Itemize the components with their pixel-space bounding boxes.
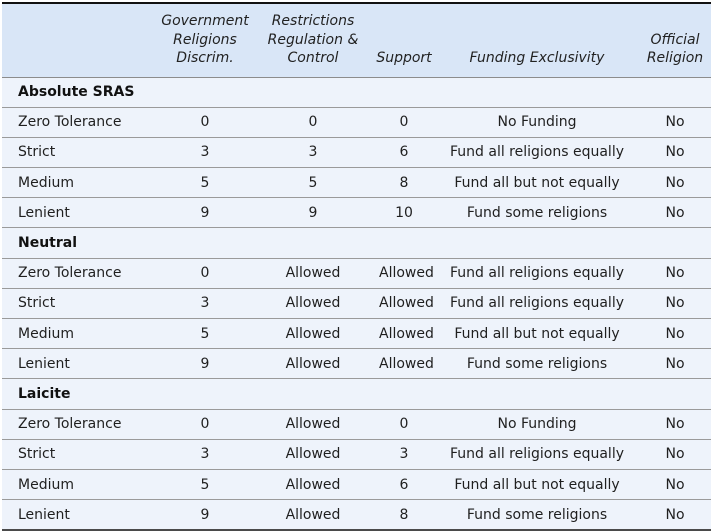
cell-support: Allowed <box>373 319 435 349</box>
cell-funding: Fund some religions <box>435 349 639 379</box>
policy-table-container <box>2 2 711 531</box>
cell-official: No <box>639 258 711 288</box>
cell-support: 6 <box>373 469 435 499</box>
header-line: Official <box>650 31 700 48</box>
row-label: Lenient <box>2 198 157 228</box>
table-row <box>2 137 711 167</box>
row-label: Lenient <box>18 506 70 523</box>
cell-support: 8 <box>373 168 435 198</box>
cell-discrim: 0 <box>157 258 253 288</box>
cell-official: No <box>665 506 685 523</box>
cell-restrictions: 9 <box>253 198 373 228</box>
header-line: Government <box>161 13 249 29</box>
row-label: Medium <box>2 168 157 198</box>
header-line: Religion <box>646 50 704 66</box>
header-government-religions-discrim <box>157 4 253 77</box>
cell-restrictions: Allowed <box>253 409 373 439</box>
cell-funding: No Funding <box>435 409 639 439</box>
cell-funding: Fund all religions equally <box>435 439 639 469</box>
header-official-religion <box>639 4 711 77</box>
header-empty <box>2 4 157 77</box>
cell-restrictions: Allowed <box>253 258 373 288</box>
row-label: Zero Tolerance <box>2 258 157 288</box>
cell-restrictions: Allowed <box>253 469 373 499</box>
cell-restrictions: Allowed <box>253 319 373 349</box>
cell-discrim: 0 <box>157 107 253 137</box>
cell-funding: No Funding <box>435 107 639 137</box>
cell-restrictions: Allowed <box>253 288 373 318</box>
row-label: Lenient <box>2 349 157 379</box>
table-header-row <box>2 4 711 77</box>
cell-discrim: 5 <box>157 319 253 349</box>
cell-support: Allowed <box>373 349 435 379</box>
group-header-row <box>2 379 711 409</box>
cell-support: 0 <box>373 409 435 439</box>
row-label: Strict <box>2 137 157 167</box>
cell-funding: Fund all religions equally <box>435 288 639 318</box>
table-row <box>2 439 711 469</box>
table-row <box>2 107 711 137</box>
cell-discrim: 9 <box>200 506 210 523</box>
table-body <box>2 77 711 529</box>
cell-restrictions: 5 <box>253 168 373 198</box>
table-row <box>2 198 711 228</box>
cell-discrim: 9 <box>157 198 253 228</box>
cell-funding: Fund some religions <box>466 506 608 523</box>
table-row <box>2 469 711 499</box>
cell-support: 6 <box>373 137 435 167</box>
header-line: Control <box>287 50 339 66</box>
header-line: Regulation & <box>267 31 359 48</box>
header-line: Religions <box>173 31 237 48</box>
cell-support: Allowed <box>373 288 435 318</box>
table-row <box>2 349 711 379</box>
cell-restrictions: Allowed <box>285 506 341 523</box>
row-label: Strict <box>2 439 157 469</box>
cell-restrictions: 3 <box>253 137 373 167</box>
cell-official: No <box>639 168 711 198</box>
cell-funding: Fund some religions <box>435 198 639 228</box>
group-title: Absolute SRAS <box>2 77 711 107</box>
header-line: Discrim. <box>176 50 234 66</box>
row-label: Strict <box>2 288 157 318</box>
row-label: Medium <box>2 319 157 349</box>
cell-official: No <box>639 107 711 137</box>
cell-funding: Fund all but not equally <box>435 319 639 349</box>
cell-restrictions: Allowed <box>253 349 373 379</box>
cell-discrim: 9 <box>157 349 253 379</box>
cell-discrim: 5 <box>157 469 253 499</box>
header-line: Restrictions <box>271 13 355 29</box>
cell-support: 8 <box>399 506 409 523</box>
table-row <box>2 319 711 349</box>
policy-table <box>2 4 711 529</box>
cell-official: No <box>639 288 711 318</box>
group-title: Neutral <box>2 228 711 258</box>
cell-funding: Fund all religions equally <box>435 137 639 167</box>
cell-restrictions: Allowed <box>253 439 373 469</box>
cell-official: No <box>639 469 711 499</box>
header-funding-exclusivity <box>435 4 639 77</box>
row-label: Zero Tolerance <box>2 107 157 137</box>
group-header-row <box>2 228 711 258</box>
table-row <box>2 288 711 318</box>
cell-restrictions: 0 <box>253 107 373 137</box>
cell-discrim: 0 <box>157 409 253 439</box>
cell-discrim: 3 <box>157 288 253 318</box>
cell-discrim: 3 <box>157 439 253 469</box>
header-line: Support <box>376 50 432 66</box>
header-support <box>373 4 435 77</box>
row-label: Medium <box>2 469 157 499</box>
cell-support: 0 <box>373 107 435 137</box>
row-label: Zero Tolerance <box>2 409 157 439</box>
cell-discrim: 5 <box>157 168 253 198</box>
cell-support: Allowed <box>373 258 435 288</box>
group-header-row <box>2 77 711 107</box>
table-row <box>2 258 711 288</box>
cell-official: No <box>639 349 711 379</box>
cell-official: No <box>639 409 711 439</box>
cell-official: No <box>639 439 711 469</box>
table-row <box>2 168 711 198</box>
header-restrictions-regulation-control <box>253 4 373 77</box>
cell-funding: Fund all but not equally <box>435 469 639 499</box>
cell-official: No <box>639 319 711 349</box>
header-line: Funding Exclusivity <box>469 50 605 66</box>
cell-official: No <box>639 137 711 167</box>
cell-official: No <box>639 198 711 228</box>
cell-discrim: 3 <box>157 137 253 167</box>
cell-support: 10 <box>373 198 435 228</box>
cell-support: 3 <box>373 439 435 469</box>
table-row <box>2 409 711 439</box>
cell-funding: Fund all but not equally <box>435 168 639 198</box>
group-title: Laicite <box>2 379 711 409</box>
cell-funding: Fund all religions equally <box>435 258 639 288</box>
